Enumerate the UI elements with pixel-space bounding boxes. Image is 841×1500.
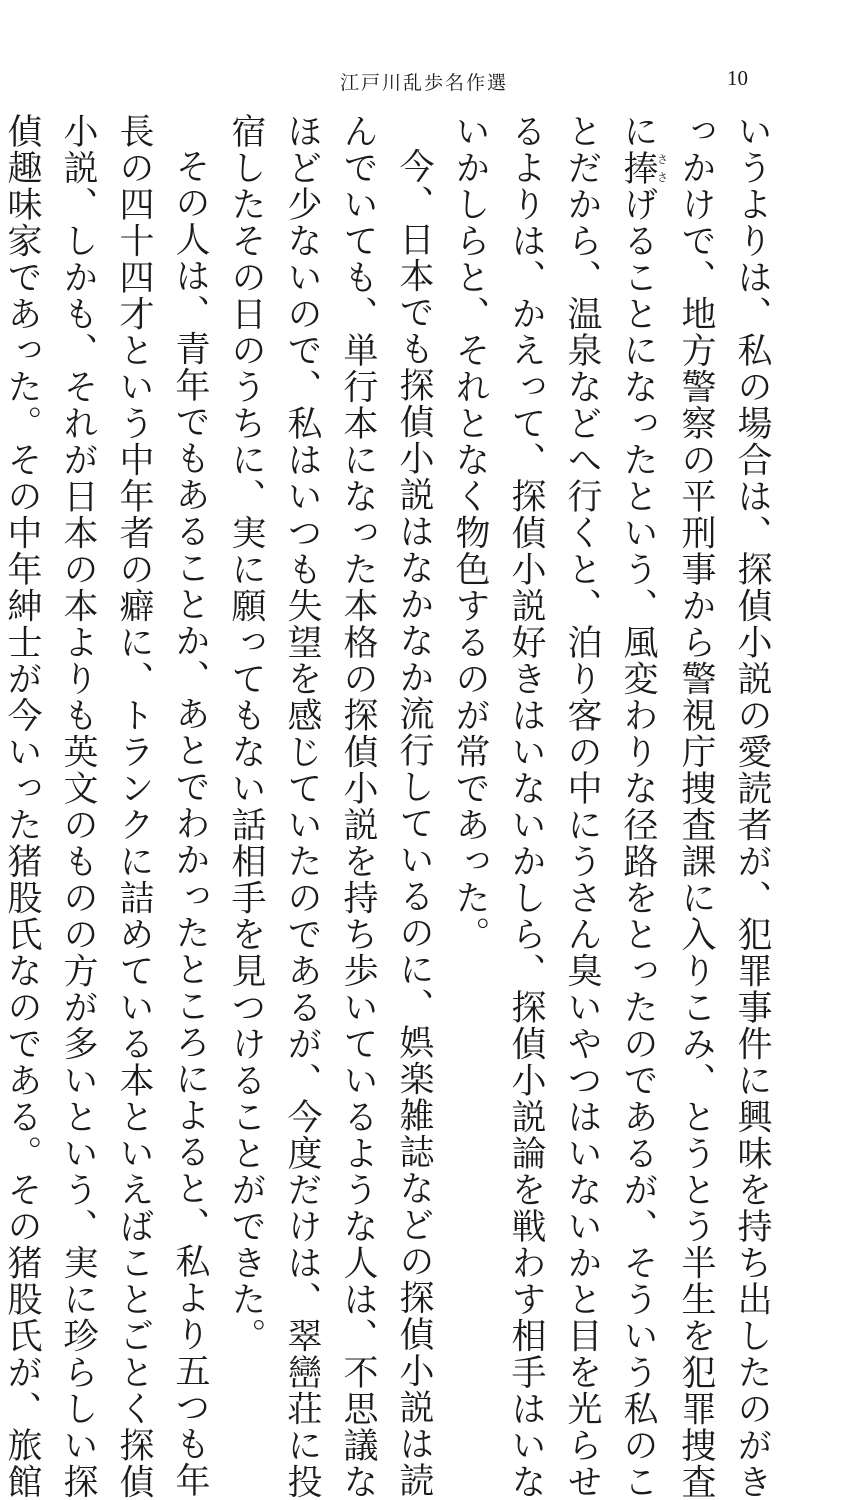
series-title: 江戸川乱歩名作選	[340, 72, 509, 94]
page-header	[0, 66, 841, 96]
vertical-body-text	[2, 113, 780, 1500]
text-line-2: っかけで、地方警察の平刑事から警視庁捜査課に入りこみ、とうとう半生を犯罪捜査	[676, 113, 716, 1500]
text-line-7: 今、日本でも探偵小説はなかなか流行しているのに、娯楽雑誌などの探偵小説は読	[394, 148, 434, 1499]
ruby-sasa: 捧ささ	[618, 149, 669, 186]
text-line-11: その人は、青年でもあることか、あとでわかったところによると、私より五つも年	[170, 148, 210, 1499]
text-line-6: いかしらと、それとなく物色するのが常であった。	[450, 113, 490, 953]
ruby-reading-sasa: ささ	[655, 149, 669, 186]
text-line-3-rest: げることになったという、風変わりな径路をとったのであるが、そういう私のこ	[618, 186, 658, 1500]
text-line-12: 長の四十四才という中年者の癖に、トランクに詰めている本といえばことごとく探偵	[114, 113, 154, 1500]
page-number: 10	[727, 66, 748, 90]
text-line-3-with-ruby: に捧ささげることになったという、風変わりな径路をとったのであるが、そういう私のこ	[618, 113, 669, 1500]
text-line-9: ほど少ないので、私はいつも失望を感じていたのであるが、今度だけは、翠巒荘に投	[282, 113, 322, 1500]
text-line-13: 小説、しかも、それが日本の本よりも英文のものの方が多いという、実に珍らしい探	[58, 113, 98, 1500]
text-line-4: とだから、温泉などへ行くと、泊り客の中にうさん臭いやつはいないかと目を光らせ	[562, 113, 602, 1500]
text-line-5: るよりは、かえって、探偵小説好きはいないかしら、探偵小説論を戦わす相手はいな	[506, 113, 546, 1500]
text-line-14: 偵趣味家であった。その中年紳士が今いった猪股氏なのである。その猪股氏が、旅館	[2, 113, 42, 1500]
text-line-8: んでいても、単行本になった本格の探偵小説を持ち歩いているような人は、不思議な	[338, 113, 378, 1500]
text-line-10: 宿したその日のうちに、実に願ってもない話相手を見つけることができた。	[226, 113, 266, 1354]
text-line-1: いうよりは、私の場合は、探偵小説の愛読者が、犯罪事件に興味を持ち出したのがき	[732, 113, 772, 1500]
